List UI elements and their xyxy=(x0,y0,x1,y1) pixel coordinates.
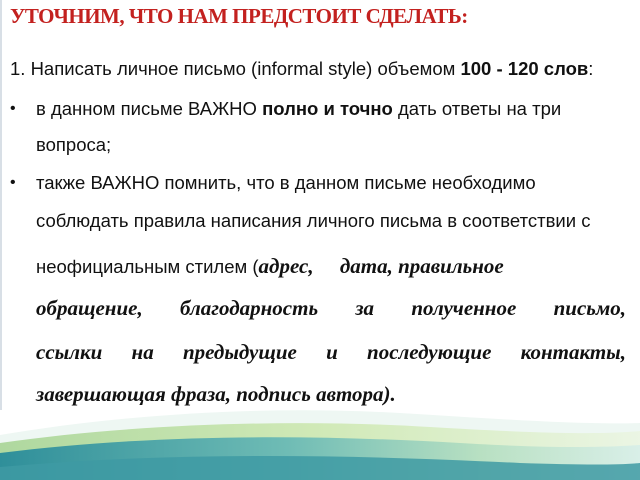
bullet-marker-1: • xyxy=(10,100,16,117)
slide-title: УТОЧНИМ, ЧТО НАМ ПРЕДСТОИТ СДЕЛАТЬ: xyxy=(10,4,468,28)
item-1 xyxy=(10,58,593,80)
item-1-colon: : xyxy=(588,58,594,79)
slide-border xyxy=(0,0,2,410)
bullet-1-line-2: вопроса; xyxy=(36,134,112,155)
bullet-1-emphasis: полно и точно xyxy=(262,98,393,119)
bullet-2-line-2: соблюдать правила написания личного письма в соответствии с xyxy=(36,210,591,231)
decorative-wave xyxy=(0,405,640,480)
bullet-2-line-1: также ВАЖНО помнить, что в данном письме необходимо xyxy=(36,172,536,193)
bullet-1-line-1 xyxy=(36,98,561,120)
bullet-1-text-end: дать ответы на три xyxy=(392,98,562,119)
bullet-2-line-3-text: неофициальным стилем ( xyxy=(36,256,259,277)
bullet-2-line-3-italic: адрес, дата, правильное xyxy=(258,254,504,278)
bullet-2-line-6: завершающая фраза, подпись автора). xyxy=(36,382,396,406)
item-1-word-count: 100 - 120 слов xyxy=(460,58,589,79)
bullet-2-line-4: обращение, благодарность за полученное письмо, xyxy=(36,296,626,320)
item-1-text: 1. Написать личное письмо (informal style) объемом xyxy=(10,58,461,79)
bullet-marker-2: • xyxy=(10,174,16,191)
bullet-1-text: в данном письме ВАЖНО xyxy=(36,98,263,119)
bullet-2-line-3 xyxy=(36,254,504,279)
bullet-2-line-5: ссылки на предыдущие и последующие контакты, xyxy=(36,340,626,364)
